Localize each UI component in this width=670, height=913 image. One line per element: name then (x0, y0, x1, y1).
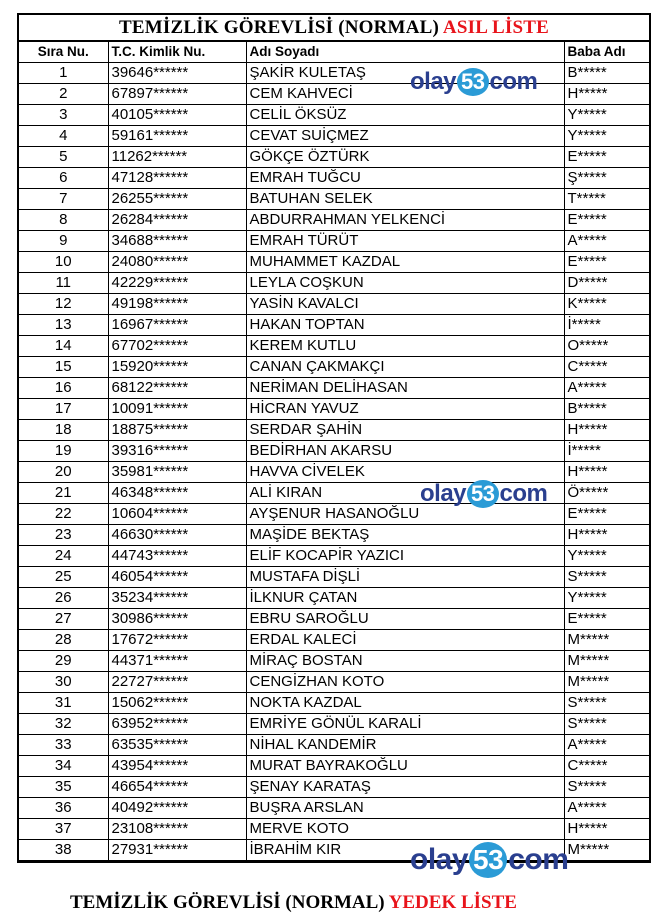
row-father-name: M***** (564, 630, 649, 651)
row-no: 2 (19, 84, 108, 105)
table-row (19, 777, 649, 798)
row-full-name: BATUHAN SELEK (246, 189, 564, 210)
row-no: 29 (19, 651, 108, 672)
row-no: 17 (19, 399, 108, 420)
row-no: 25 (19, 567, 108, 588)
row-tc-number: 47128****** (108, 168, 246, 189)
row-full-name: MERVE KOTO (246, 819, 564, 840)
row-tc-number: 46054****** (108, 567, 246, 588)
row-father-name: Y***** (564, 588, 649, 609)
table-row (19, 546, 649, 567)
row-no: 3 (19, 105, 108, 126)
row-no: 16 (19, 378, 108, 399)
row-tc-number: 49198****** (108, 294, 246, 315)
table-row (19, 126, 649, 147)
row-no: 21 (19, 483, 108, 504)
table-row (19, 63, 649, 84)
row-full-name: HAKAN TOPTAN (246, 315, 564, 336)
table-body (19, 63, 649, 861)
list-title-main: TEMİZLİK GÖREVLİSİ (NORMAL) (119, 17, 440, 38)
row-tc-number: 46348****** (108, 483, 246, 504)
table-row (19, 441, 649, 462)
row-tc-number: 30986****** (108, 609, 246, 630)
table-row (19, 504, 649, 525)
row-no: 9 (19, 231, 108, 252)
row-no: 24 (19, 546, 108, 567)
row-father-name: S***** (564, 693, 649, 714)
row-full-name: EMRİYE GÖNÜL KARALİ (246, 714, 564, 735)
row-father-name: Ş***** (564, 168, 649, 189)
watermark-left: olay (410, 843, 469, 876)
row-tc-number: 63952****** (108, 714, 246, 735)
row-tc-number: 23108****** (108, 819, 246, 840)
table-row (19, 252, 649, 273)
row-tc-number: 42229****** (108, 273, 246, 294)
row-father-name: H***** (564, 420, 649, 441)
row-father-name: S***** (564, 777, 649, 798)
row-father-name: E***** (564, 504, 649, 525)
table-row (19, 147, 649, 168)
list-title (19, 15, 649, 41)
row-full-name: YASİN KAVALCI (246, 294, 564, 315)
row-father-name: H***** (564, 84, 649, 105)
watermark-right: com (499, 480, 548, 507)
row-no: 6 (19, 168, 108, 189)
row-full-name: ERDAL KALECİ (246, 630, 564, 651)
column-header-name: Adı Soyadı (246, 42, 564, 63)
row-no: 8 (19, 210, 108, 231)
row-tc-number: 68122****** (108, 378, 246, 399)
row-no: 11 (19, 273, 108, 294)
row-full-name: CELİL ÖKSÜZ (246, 105, 564, 126)
row-full-name: HAVVA CİVELEK (246, 462, 564, 483)
row-father-name: D***** (564, 273, 649, 294)
row-no: 28 (19, 630, 108, 651)
row-no: 32 (19, 714, 108, 735)
row-full-name: MAŞİDE BEKTAŞ (246, 525, 564, 546)
table-row (19, 609, 649, 630)
row-father-name: Y***** (564, 105, 649, 126)
row-father-name: A***** (564, 798, 649, 819)
row-father-name: İ***** (564, 441, 649, 462)
table-row (19, 693, 649, 714)
row-father-name: E***** (564, 147, 649, 168)
row-tc-number: 15920****** (108, 357, 246, 378)
row-full-name: EMRAH TÜRÜT (246, 231, 564, 252)
row-no: 36 (19, 798, 108, 819)
table-row (19, 651, 649, 672)
row-full-name: NERİMAN DELİHASAN (246, 378, 564, 399)
watermark-left: olay (420, 480, 467, 507)
row-father-name: A***** (564, 735, 649, 756)
row-tc-number: 67897****** (108, 84, 246, 105)
row-father-name: C***** (564, 756, 649, 777)
row-no: 33 (19, 735, 108, 756)
row-full-name: KEREM KUTLU (246, 336, 564, 357)
watermark-right: com (508, 843, 569, 876)
row-father-name: C***** (564, 357, 649, 378)
row-full-name: İLKNUR ÇATAN (246, 588, 564, 609)
row-tc-number: 39316****** (108, 441, 246, 462)
watermark-num: 53 (467, 480, 498, 508)
row-father-name: M***** (564, 672, 649, 693)
column-header-tc: T.C. Kimlik Nu. (108, 42, 246, 63)
row-no: 18 (19, 420, 108, 441)
row-tc-number: 35981****** (108, 462, 246, 483)
row-father-name: T***** (564, 189, 649, 210)
row-no: 20 (19, 462, 108, 483)
row-full-name: BUŞRA ARSLAN (246, 798, 564, 819)
row-full-name: MURAT BAYRAKOĞLU (246, 756, 564, 777)
table-row (19, 399, 649, 420)
row-tc-number: 18875****** (108, 420, 246, 441)
row-no: 10 (19, 252, 108, 273)
table-row (19, 798, 649, 819)
row-tc-number: 40492****** (108, 798, 246, 819)
row-tc-number: 10091****** (108, 399, 246, 420)
row-no: 37 (19, 819, 108, 840)
row-father-name: Y***** (564, 126, 649, 147)
table-header-row (19, 42, 649, 63)
candidate-list-sheet (17, 13, 651, 863)
row-father-name: E***** (564, 210, 649, 231)
row-father-name: M***** (564, 840, 649, 861)
row-tc-number: 67702****** (108, 336, 246, 357)
row-full-name: MİRAÇ BOSTAN (246, 651, 564, 672)
table-row (19, 672, 649, 693)
row-full-name: İBRAHİM KIR (246, 840, 564, 861)
table-row (19, 420, 649, 441)
row-full-name: BEDİRHAN AKARSU (246, 441, 564, 462)
row-full-name: NOKTA KAZDAL (246, 693, 564, 714)
next-title-main: TEMİZLİK GÖREVLİSİ (NORMAL) (70, 892, 385, 913)
row-tc-number: 35234****** (108, 588, 246, 609)
row-full-name: CENGİZHAN KOTO (246, 672, 564, 693)
row-no: 14 (19, 336, 108, 357)
row-no: 19 (19, 441, 108, 462)
table-row (19, 357, 649, 378)
row-full-name: MUSTAFA DİŞLİ (246, 567, 564, 588)
row-father-name: H***** (564, 525, 649, 546)
table-row (19, 735, 649, 756)
row-father-name: B***** (564, 399, 649, 420)
watermark-right: com (489, 68, 538, 95)
watermark-num: 53 (457, 68, 488, 96)
table-row (19, 315, 649, 336)
table-row (19, 231, 649, 252)
row-full-name: NİHAL KANDEMİR (246, 735, 564, 756)
table-row (19, 105, 649, 126)
row-full-name: CEM KAHVECİ (246, 84, 564, 105)
row-father-name: Ö***** (564, 483, 649, 504)
row-no: 5 (19, 147, 108, 168)
row-full-name: EMRAH TUĞCU (246, 168, 564, 189)
row-father-name: A***** (564, 378, 649, 399)
row-no: 26 (19, 588, 108, 609)
row-full-name: CEVAT SUİÇMEZ (246, 126, 564, 147)
row-father-name: M***** (564, 651, 649, 672)
table-row (19, 189, 649, 210)
row-no: 38 (19, 840, 108, 861)
table-row (19, 525, 649, 546)
table-row (19, 819, 649, 840)
row-no: 23 (19, 525, 108, 546)
table-row (19, 588, 649, 609)
row-no: 22 (19, 504, 108, 525)
table-row (19, 714, 649, 735)
table-row (19, 336, 649, 357)
row-no: 12 (19, 294, 108, 315)
row-no: 13 (19, 315, 108, 336)
row-full-name: ŞENAY KARATAŞ (246, 777, 564, 798)
table-row (19, 84, 649, 105)
next-list-title-cut (70, 892, 517, 913)
row-father-name: H***** (564, 462, 649, 483)
row-father-name: K***** (564, 294, 649, 315)
row-tc-number: 59161****** (108, 126, 246, 147)
list-title-highlight: ASIL LİSTE (442, 17, 549, 38)
row-no: 35 (19, 777, 108, 798)
row-no: 30 (19, 672, 108, 693)
row-father-name: S***** (564, 567, 649, 588)
row-full-name: ELİF KOCAPİR YAZICI (246, 546, 564, 567)
row-tc-number: 40105****** (108, 105, 246, 126)
row-tc-number: 24080****** (108, 252, 246, 273)
row-tc-number: 46654****** (108, 777, 246, 798)
row-tc-number: 10604****** (108, 504, 246, 525)
table-row (19, 462, 649, 483)
row-tc-number: 43954****** (108, 756, 246, 777)
column-header-father: Baba Adı (564, 42, 649, 63)
row-full-name: SERDAR ŞAHİN (246, 420, 564, 441)
row-tc-number: 26284****** (108, 210, 246, 231)
row-tc-number: 39646****** (108, 63, 246, 84)
row-tc-number: 17672****** (108, 630, 246, 651)
row-father-name: E***** (564, 609, 649, 630)
row-father-name: B***** (564, 63, 649, 84)
candidate-table (19, 41, 649, 861)
table-row (19, 273, 649, 294)
table-row (19, 840, 649, 861)
row-full-name: MUHAMMET KAZDAL (246, 252, 564, 273)
row-tc-number: 16967****** (108, 315, 246, 336)
row-father-name: İ***** (564, 315, 649, 336)
watermark-left: olay (410, 68, 457, 95)
row-father-name: H***** (564, 819, 649, 840)
row-tc-number: 44743****** (108, 546, 246, 567)
row-no: 34 (19, 756, 108, 777)
table-row (19, 168, 649, 189)
table-row (19, 483, 649, 504)
row-no: 4 (19, 126, 108, 147)
row-father-name: Y***** (564, 546, 649, 567)
table-row (19, 567, 649, 588)
row-tc-number: 63535****** (108, 735, 246, 756)
row-tc-number: 44371****** (108, 651, 246, 672)
watermark-num: 53 (469, 842, 507, 878)
row-full-name: AYŞENUR HASANOĞLU (246, 504, 564, 525)
table-row (19, 378, 649, 399)
row-father-name: O***** (564, 336, 649, 357)
row-father-name: S***** (564, 714, 649, 735)
row-no: 15 (19, 357, 108, 378)
row-full-name: LEYLA COŞKUN (246, 273, 564, 294)
row-tc-number: 22727****** (108, 672, 246, 693)
next-title-highlight: YEDEK LİSTE (388, 892, 517, 913)
column-header-no: Sıra Nu. (19, 42, 108, 63)
row-no: 7 (19, 189, 108, 210)
row-tc-number: 34688****** (108, 231, 246, 252)
row-father-name: A***** (564, 231, 649, 252)
row-full-name: CANAN ÇAKMAKÇI (246, 357, 564, 378)
row-full-name: ALİ KIRAN (246, 483, 564, 504)
row-full-name: GÖKÇE ÖZTÜRK (246, 147, 564, 168)
row-full-name: ABDURRAHMAN YELKENCİ (246, 210, 564, 231)
row-tc-number: 11262****** (108, 147, 246, 168)
row-father-name: E***** (564, 252, 649, 273)
row-no: 1 (19, 63, 108, 84)
row-full-name: ŞAKİR KULETAŞ (246, 63, 564, 84)
row-tc-number: 26255****** (108, 189, 246, 210)
table-row (19, 756, 649, 777)
table-row (19, 630, 649, 651)
table-row (19, 210, 649, 231)
table-row (19, 294, 649, 315)
row-tc-number: 27931****** (108, 840, 246, 861)
row-no: 27 (19, 609, 108, 630)
row-no: 31 (19, 693, 108, 714)
row-full-name: HİCRAN YAVUZ (246, 399, 564, 420)
row-tc-number: 15062****** (108, 693, 246, 714)
row-full-name: EBRU SAROĞLU (246, 609, 564, 630)
row-tc-number: 46630****** (108, 525, 246, 546)
